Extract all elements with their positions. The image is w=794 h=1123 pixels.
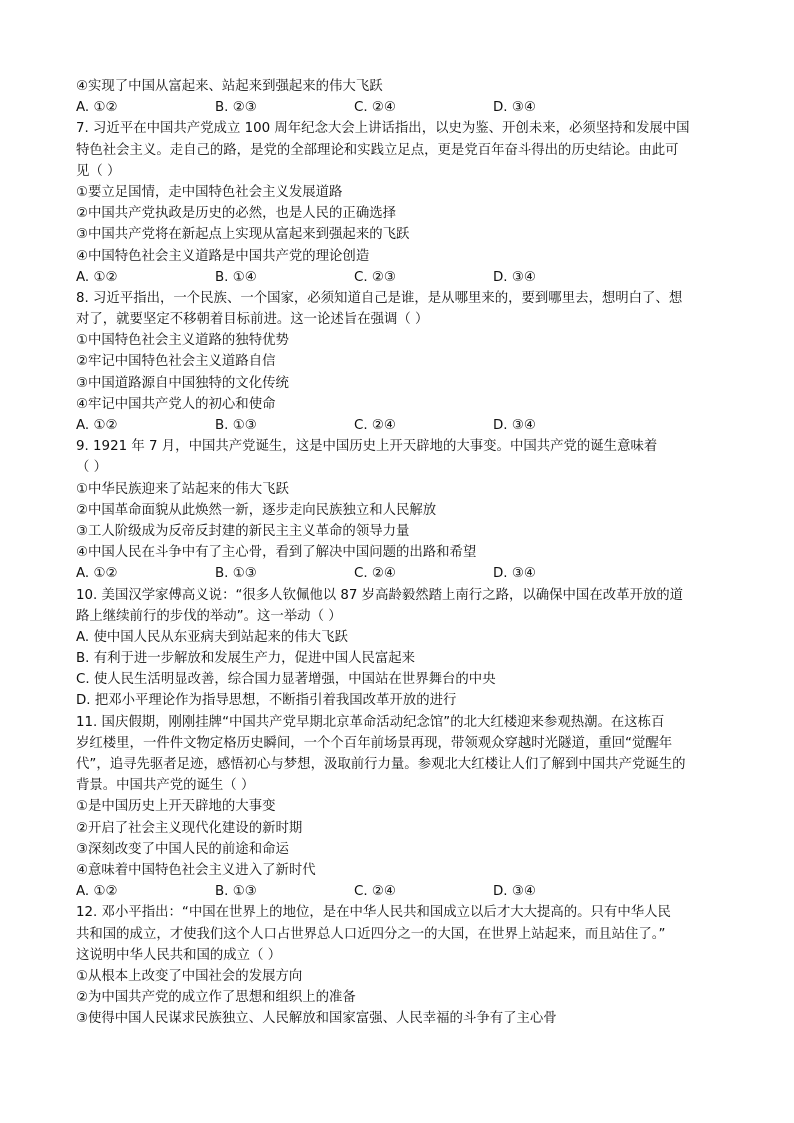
choice-d: D. ③④ (493, 418, 536, 433)
question-10-stem: 10. 美国汉学家傅高义说：“很多人钦佩他以 87 岁高龄毅然踏上南行之路，以确保中国在改革开放的道 (76, 587, 684, 603)
choice-c: C. ②④ (354, 100, 396, 116)
statement: ②牢记中国特色社会主义道路自信 (76, 354, 276, 370)
statement: ②中国共产党执政是历史的必然，也是人民的正确选择 (76, 206, 396, 222)
choice-d: D. ③④ (493, 566, 536, 582)
choice-b: B. ①③ (215, 418, 257, 433)
statement: ④牢记中国共产党人的初心和使命 (76, 396, 276, 412)
choice-c: C. ②④ (354, 884, 396, 900)
exam-page (76, 76, 726, 1029)
answer-choices (76, 267, 726, 288)
statement: ③使得中国人民谋求民族独立、人民解放和国家富强、人民幸福的斗争有了主心骨 (76, 1011, 557, 1027)
question-11-stem: 背景。中国共产党的诞生（ ） (76, 778, 255, 794)
choice-c: C. 使人民生活明显改善，综合国力显著增强，中国站在世界舞台的中央 (76, 672, 496, 688)
question-9-stem: 9. 1921 年 7 月，中国共产党诞生，这是中国历史上开天辟地的大事变。中国共产党的诞生意味着 (76, 439, 658, 455)
statement: ③中国道路源自中国独特的文化传统 (76, 375, 289, 391)
statement: ④中国人民在斗争中有了主心骨，看到了解决中国问题的出路和希望 (76, 545, 477, 561)
option-line: ④实现了中国从富起来、站起来到强起来的伟大飞跃 (76, 79, 383, 94)
choice-a: A. ①② (76, 566, 118, 582)
question-10-stem: 路上继续前行的步伐的举动”。这一举动（ ） (76, 608, 342, 624)
choice-a: A. ①② (76, 269, 118, 285)
question-11-stem: 代”，追寻先驱者足迹，感悟初心与梦想，汲取前行力量。参观北大红楼让人们了解到中国共产党诞生的 (76, 757, 686, 772)
statement: ③工人阶级成为反帝反封建的新民主主义革命的领导力量 (76, 523, 410, 539)
question-11-stem: 岁红楼里，一件件文物定格历史瞬间，一个个百年前场景再现，带领观众穿越时光隧道，重回“觉醒年 (76, 735, 673, 751)
statement: ②开启了社会主义现代化建设的新时期 (76, 820, 303, 836)
question-7-stem: 见（ ） (76, 163, 121, 179)
statement: ②中国革命面貌从此焕然一新，逐步走向民族独立和人民解放 (76, 502, 437, 518)
answer-choices (76, 563, 726, 584)
question-8-stem: 对了，就要坚定不移朝着目标前进。这一论述旨在强调（ ） (76, 312, 429, 328)
choice-a: A. ①② (76, 418, 118, 433)
question-7-stem: 特色社会主义。走自己的路，是党的全部理论和实践立足点，更是党百年奋斗得出的历史结论。由此可 (76, 142, 679, 158)
question-9-stem: （ ） (76, 460, 108, 476)
statement: ①中华民族迎来了站起来的伟大飞跃 (76, 481, 289, 497)
question-12-stem: 这说明中华人民共和国的成立（ ） (76, 947, 282, 963)
choice-b: B. ①③ (215, 884, 257, 900)
choice-d: D. 把邓小平理论作为指导思想，不断指引着我国改革开放的进行 (76, 693, 457, 709)
choice-b: B. ①③ (215, 566, 257, 582)
choice-a: A. ①② (76, 884, 118, 900)
statement: ①要立足国情，走中国特色社会主义发展道路 (76, 184, 343, 200)
statement: ④意味着中国特色社会主义进入了新时代 (76, 862, 316, 878)
question-7-stem: 7. 习近平在中国共产党成立 100 周年纪念大会上讲话指出，以史为鉴、开创未来，必须坚持和发展中国 (76, 121, 690, 137)
statement: ③中国共产党将在新起点上实现从富起来到强起来的飞跃 (76, 227, 410, 243)
statement: ④中国特色社会主义道路是中国共产党的理论创造 (76, 248, 370, 264)
question-8-stem: 8. 习近平指出，一个民族、一个国家，必须知道自己是谁，是从哪里来的，要到哪里去，想明白了、想 (76, 290, 683, 306)
choice-d: D. ③④ (493, 100, 536, 116)
statement: ①从根本上改变了中国社会的发展方向 (76, 968, 303, 984)
choice-a: A. ①② (76, 100, 118, 116)
choice-c: C. ②④ (354, 566, 396, 582)
answer-choices (76, 415, 726, 436)
choice-d: D. ③④ (493, 884, 536, 900)
answer-choices (76, 881, 726, 902)
choice-b: B. ②③ (215, 100, 257, 116)
question-12-stem: 共和国的成立，才使我们这个人口占世界总人口近四分之一的大国，在世界上站起来，而且站住了。” (76, 926, 666, 942)
statement: ③深刻改变了中国人民的前途和命运 (76, 841, 289, 857)
choice-c: C. ②④ (354, 418, 396, 433)
choice-a: A. 使中国人民从东亚病夫到站起来的伟大飞跃 (76, 629, 348, 645)
statement: ①中国特色社会主义道路的独特优势 (76, 333, 289, 349)
choice-c: C. ②③ (354, 269, 396, 285)
statement: ①是中国历史上开天辟地的大事变 (76, 799, 276, 815)
choice-b: B. ①④ (215, 269, 257, 285)
choice-b: B. 有利于进一步解放和发展生产力，促进中国人民富起来 (76, 651, 416, 667)
answer-choices (76, 97, 726, 118)
statement: ②为中国共产党的成立作了思想和组织上的准备 (76, 990, 356, 1006)
choice-d: D. ③④ (493, 269, 536, 285)
question-12-stem: 12. 邓小平指出：“中国在世界上的地位，是在中华人民共和国成立以后才大大提高的。只有中华人民 (76, 905, 671, 921)
question-11-stem: 11. 国庆假期，刚刚挂牌“中国共产党早期北京革命活动纪念馆”的北大红楼迎来参观热潮。在这栋百 (76, 714, 665, 730)
